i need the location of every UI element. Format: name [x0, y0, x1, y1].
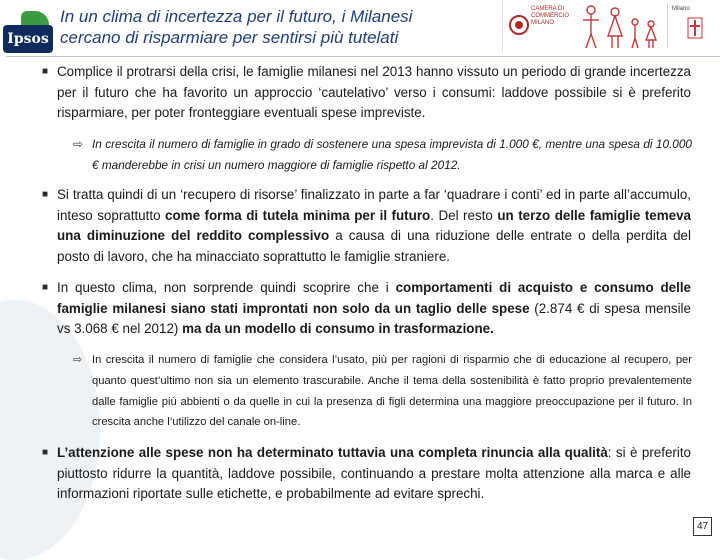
bullet-icon: ■: [42, 66, 49, 77]
chamber-text: CAMERA DI COMMERCIO MILANO: [531, 6, 569, 26]
subpoint-1-text: In crescita il numero di famiglie in grado di sostenere una spesa imprevista di 1.000 €, mentre una spesa di 10.000 € manderebbe in crisi un numero maggiore di famiglie rispetto al 2012.: [92, 137, 692, 172]
paragraph-3-bold-1: comportamenti di acquisto e consumo delle famiglie milanesi siano stati improntati non solo da un taglio delle spese: [57, 280, 691, 316]
paragraph-1-text: Complice il protrarsi della crisi, le famiglie milanesi nel 2013 hanno vissuto un periodo di grande incertezza per il futuro che ha favorito un approccio ‘cautelativo’ verso i consumi: laddove possibile si è preferito risparmiare, per poter fronteggiare eventuali spese impreviste.: [57, 64, 691, 121]
paragraph-3-text-c: (2.874 € di spesa mensile vs 3.068 € nel 2012): [57, 300, 691, 337]
subpoint-2: [73, 350, 692, 433]
bullet-icon: ■: [42, 447, 49, 458]
title-line-2: cercano di risparmiare per sentirsi più tutelati: [60, 28, 399, 47]
logo-text: Ipsos: [3, 25, 53, 53]
paragraph-3: [42, 278, 691, 340]
page-number: 47: [693, 517, 712, 536]
arrow-right-icon: ⇨: [73, 137, 83, 151]
paragraph-1: [42, 62, 691, 124]
paragraph-2-bold-2: un terzo delle famiglie temeva una diminuzione del reddito complessivo: [57, 207, 691, 244]
paragraph-4: [42, 443, 691, 505]
paragraph-2: [42, 185, 691, 267]
paragraph-2-text-a: Si tratta quindi di un ‘recupero di risorse’ finalizzato in parte a far ‘quadrare i conti’ ed in parte all’accumulo, inteso soprattutto: [57, 187, 691, 223]
title-line-1: In un clima di incertezza per il futuro, i Milanesi: [60, 7, 413, 26]
bullet-icon: ■: [42, 189, 49, 200]
paragraph-2-text-e: a causa di una riduzione delle entrate o della perdita del posto di lavoro, che ha minacciato soprattutto le famiglie straniere.: [57, 228, 691, 264]
paragraph-2-text-c: . Del resto: [430, 207, 498, 223]
paragraph-2-bold-1: come forma di tutela minima per il futuro: [165, 207, 431, 223]
paragraph-3-text-a: In questo clima, non sorprende quindi scoprire che i: [57, 280, 396, 295]
paragraph-3-bold-2: ma da un modello di consumo in trasformazione.: [182, 321, 494, 337]
subpoint-1: [73, 134, 692, 175]
milano-text: Milano: [672, 6, 690, 12]
paragraph-4-bold: L’attenzione alle spese non ha determinato tuttavia una completa rinuncia alla qualità: [57, 445, 608, 460]
arrow-right-icon: ⇨: [73, 354, 83, 366]
paragraph-4-text: : si è preferito piuttosto ridurre la quantità, laddove possibile, continuando a prestare molta attenzione alla marca e alle informazioni riportate sulle etichette, e probabilmente ad evitare sprechi.: [57, 445, 691, 502]
bullet-icon: ■: [42, 282, 49, 293]
subpoint-2-text: In crescita il numero di famiglie che considera l’usato, più per ragioni di risparmio che di educazione al recupero, per quanto quest’ultimo non sia un elemento trascurabile. Anche il tema della sostenibilità è fatto proprio prevalentemente dalle famiglie più abbienti o da quelle in cui la presenza di figli determina una maggiore preoccupazione per il futuro. In crescita anche l’utilizzo del canale on-line.: [92, 354, 692, 429]
